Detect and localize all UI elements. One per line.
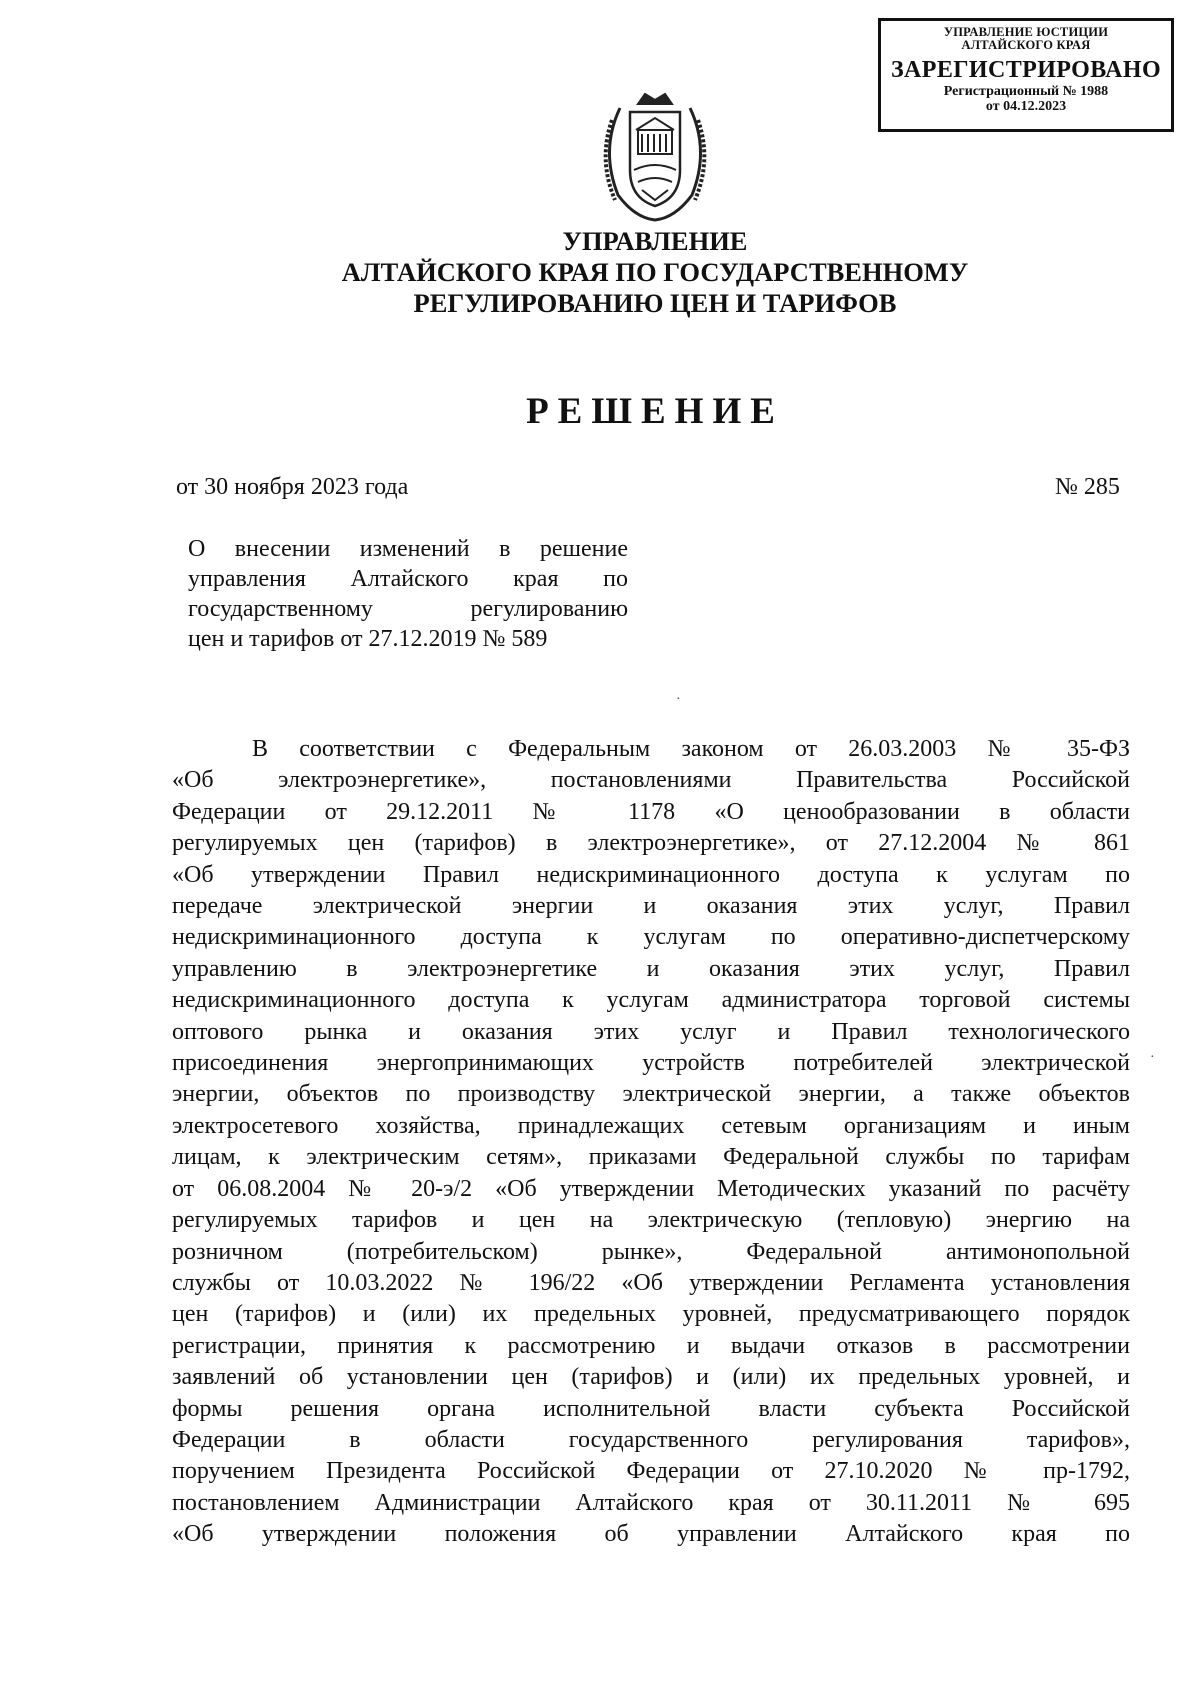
body-line: недискриминационного доступа к услугам администратора торговой системы	[172, 987, 1130, 1014]
body-line: от 06.08.2004 № 20-э/2 «Об утверждении Методических указаний по расчёту	[172, 1175, 1130, 1202]
body-line: электросетевого хозяйства, принадлежащих сетевым организациям и иным	[172, 1112, 1130, 1139]
registration-stamp	[878, 18, 1174, 132]
body-line: управлению в электроэнергетике и оказания этих услуг, Правил	[172, 955, 1130, 982]
scan-speck: ·	[676, 692, 681, 707]
body-line: постановлением Администрации Алтайского края от 30.11.2011 № 695	[172, 1489, 1130, 1516]
body-line: недискриминационного доступа к услугам по оперативно-диспетчерскому	[172, 924, 1130, 951]
body-line: регулируемых цен (тарифов) в электроэнергетике», от 27.12.2004 № 861	[172, 830, 1130, 857]
body-line: В соответствии с Федеральным законом от 26.03.2003 № 35-ФЗ	[252, 736, 1130, 762]
body-line: «Об утверждении положения об управлении Алтайского края по	[172, 1521, 1130, 1548]
scan-speck: ·	[1150, 1050, 1155, 1065]
stamp-registration-date: от 04.12.2023	[985, 99, 1067, 115]
body-line: лицам, к электрическим сетям», приказами Федеральной службы по тарифам	[172, 1144, 1130, 1171]
agency-name-line-3: РЕГУЛИРОВАНИЮ ЦЕН И ТАРИФОВ	[413, 288, 897, 318]
body-line: «Об утверждении Правил недискриминационного доступа к услугам по	[172, 861, 1130, 888]
document-title: РЕШЕНИЕ	[526, 391, 784, 432]
subject-line: управления Алтайского края по	[188, 566, 628, 592]
body-line: «Об электроэнергетике», постановлениями Правительства Российской	[172, 767, 1130, 794]
stamp-org-line-2: АЛТАЙСКОГО КРАЯ	[961, 38, 1091, 53]
body-line: цен (тарифов) и (или) их предельных уровней, предусматривающего порядок	[172, 1301, 1130, 1328]
body-line: Федерации от 29.12.2011 № 1178 «О ценообразовании в области	[172, 798, 1130, 825]
body-line: передаче электрической энергии и оказания этих услуг, Правил	[172, 893, 1130, 920]
subject-line: цен и тарифов от 27.12.2019 № 589	[188, 626, 548, 652]
document-number: № 285	[1055, 474, 1120, 500]
body-line: регистрации, принятия к рассмотрению и выдачи отказов в рассмотрении	[172, 1332, 1130, 1359]
document-subject	[188, 534, 628, 654]
body-line: энергии, объектов по производству электрической энергии, а также объектов	[172, 1081, 1130, 1108]
altai-krai-coat-of-arms-icon	[590, 90, 720, 225]
document-body	[172, 734, 1130, 1551]
agency-name	[0, 226, 1200, 319]
subject-line: О внесении изменений в решение	[188, 536, 628, 562]
agency-name-line-1: УПРАВЛЕНИЕ	[562, 226, 748, 256]
stamp-status: ЗАРЕГИСТРИРОВАНО	[890, 57, 1162, 84]
body-line: оптового рынка и оказания этих услуг и Правил технологического	[172, 1018, 1130, 1045]
body-line: Федерации в области государственного регулирования тарифов»,	[172, 1426, 1130, 1453]
body-line: формы решения органа исполнительной власти субъекта Российской	[172, 1395, 1130, 1422]
body-line: регулируемых тарифов и цен на электрическую (тепловую) энергию на	[172, 1207, 1130, 1234]
body-line: заявлений об установлении цен (тарифов) и (или) их предельных уровней, и	[172, 1364, 1130, 1391]
stamp-org-line-1: УПРАВЛЕНИЕ ЮСТИЦИИ	[943, 25, 1109, 39]
subject-line: государственному регулированию	[188, 596, 628, 622]
document-date: от 30 ноября 2023 года	[176, 474, 409, 500]
body-line: поручением Президента Российской Федерации от 27.10.2020 № пр-1792,	[172, 1458, 1130, 1485]
stamp-registration-number: Регистрационный № 1988	[943, 84, 1109, 100]
body-line: службы от 10.03.2022 № 196/22 «Об утверждении Регламента установления	[172, 1269, 1130, 1296]
body-line: розничном (потребительском) рынке», Федеральной антимонопольной	[172, 1238, 1130, 1265]
body-line: присоединения энергопринимающих устройств потребителей электрической	[172, 1050, 1130, 1077]
agency-name-line-2: АЛТАЙСКОГО КРАЯ ПО ГОСУДАРСТВЕННОМУ	[341, 257, 969, 287]
